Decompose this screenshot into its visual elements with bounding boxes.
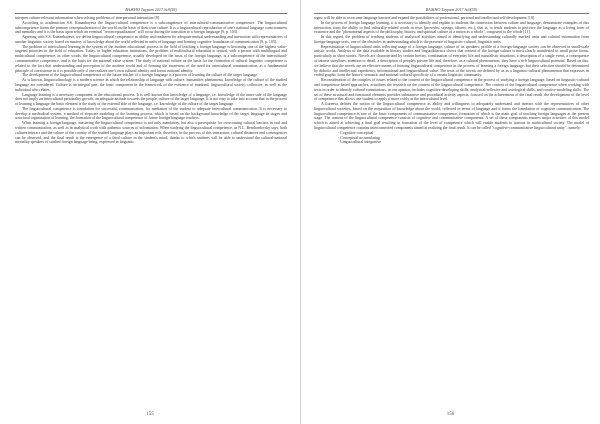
list-item: - Conceptual accumulating: [338, 135, 380, 140]
paragraph: In this regard, the problem of teaching students of analytical activities aimed at identifying and understanding culturally marked units and cultural information from foreign-language texts, one of the obstacles in understanding which is the presence of linguistic-cultural, linguistic units.: [314, 35, 589, 44]
running-header: ВАЖНО Таурат 2017 №9(59): [15, 7, 287, 14]
page-body: [15, 16, 287, 401]
paragraph: Representation of linguocultural units reflecting usage of a foreign language, culture of its speakers; profile of a foreign-language society can be observed in small-scale artistic works. Analysis of the data available in literary studies and linguodidactics shows that content of the foreign culture is most clearly manifested in small prose forms, particularly in short stories. Novels are characterized by certain brevity, combination of everyday life and naturalistic situations, a description of a single event, a consequence of intense storylines, attention to detail, a description of people's private life and, therefore, as a cultural phenomenon, they have a rich linguocultural potential. Based on this, we believe that the novels are an effective means of forming linguocultural competence in the process of learning a foreign language, but their selection should be determined by didactic and intellectual expediency, informational and linguocultural value. The texts of the novels are defined by us as a linguistic-cultural phenomenon that expresses in verbal graphic form the historic-semantic and national-cultural specificity of a certain linguistic community.: [314, 44, 589, 78]
list-item: - Linguocultural integrative: [338, 140, 381, 145]
paragraph: Reconsideration of the complex of issues related to the content of the linguocultural competence in the process of studying a foreign language, based on linguistic-cultural and competence-based approaches, actualizes the research on the content of the linguocultural competence. The content of the linguocultural competence when working with texts in order to identify cultural connotations, in our opinion, includes cognitive-developing skills, analytical-reflexive and axiological skills, and creative-modeling skills. The set of these structural and functional elements provides substantive and procedural activity aspects, focused on the achievement of the final result: the development of the level of competence that allows one student to apply it more richly at the intercultural level.: [314, 78, 589, 102]
page-number: 155: [146, 412, 154, 417]
list-item: - Cognitive conceptual: [338, 130, 374, 135]
paragraph: Language learning is a necessary component in the educational process. It is well known that knowledge of a language, i.e. knowledge of the inner side of the language does not imply an intercultural personality growth, an adequate attitude towards the people, culture of the target language. It is not easy to take into account that in the process of learning a language the basic element is the study of the external side of the language, i.e. knowledge of the culture of the target language.: [15, 92, 287, 107]
paragraph: Agreeing with S.S. Kunanbayeva, we define linguocultural competence as ability and readiness for adequate mutual understanding and interaction with representatives of another linguistic society based on mastery of knowledge about the world reflected in units of language and forming cognitive foundation of communication [9, p. 103].: [15, 35, 287, 44]
paragraph: When learning a foreign language, mastering the linguocultural competence is not only mandatory, but also a prerequisite for overcoming cultural barriers in oral and written communication, as well as in analytical work with authentic sources of information. When studying the linguocultural competence, as N.L. Bernhardovsky says, both cultures interact and the culture of the country of the studied language plays an important role, therefore, in the process of this interaction, cultural distances and convergences can be observed, and the final result is the emergence of a third culture in the student's mind, thanks to which students will be able to understand the cultural-national mentality speakers of studied foreign language being, expressed in linguistic: [15, 121, 287, 145]
paragraph: According to academician S.S. Kunanbayeva the linguo-cultural competence is a subcompetence of intercultural-communicative competence. The linguocultural subcompetence forms the primary conceptualization of the world on the basis of their own culture. It is a linguocultural reproduction of one's national language consciousness and mentality and it is the basis upon which an eventual "reconceptualization" will occur during the transition to a foreign language [9, p. 103].: [15, 20, 287, 35]
right-page: [300, 0, 600, 424]
paragraph: The development of the linguocultural competence of the future teacher of a foreign language is a process of learning the culture of the target language.: [22, 73, 258, 78]
page-number: 156: [446, 412, 455, 417]
paragraph: The problem of intercultural learning in the system of the modern educational process in the field of teaching a foreign language is becoming one of the highest value-targeted priorities in the field of education. Today, in higher education institutions, the problem of multicultural education is central, with a person with multilingual and multicultural competence, in other words, the linguocultural competence, usually developed on the basis of the foreign language, is a subcompetence of the intercultural-communicative competence, and is the basis for the national value system. The study of national culture as the basis for the formation of cultural linguistic competence is related to the fact that understanding and perception of the modern world and of forming the awareness of the need for intercultural communication, as a fundamental principle of coexistence in it is possible only if one realizes one's own cultural identity and forms national identity.: [15, 44, 287, 73]
running-header: ВАЖНО Таурат 2017 №9(59): [314, 7, 589, 14]
paragraph: As is known, linguoculturology is a modern science in which the relationship of language with culture, humanities phenomena, knowledge of the culture of the studied language are considered. Culture is an integral part, the basic component in the framework of the existence of mankind, linguocultural society, collective, as well as the individual who relates.: [15, 78, 287, 92]
bullet-list: [314, 131, 589, 145]
paragraph: In the process of foreign language learning, it is necessary to identify and explain to students the connection between culture and language, demonstrate examples of this interaction, form the ability to find culturally-related words in texts (proverbs, sayings, idioms, etc.), that is, to teach students to perceive the language as a living form of existence and the "phenomenal aspects of the philosophy, history, and spiritual culture of a nation as a whole", congruent to the whole [11].: [314, 20, 589, 35]
page-body: [314, 16, 589, 401]
paragraph: signs; will be able to overcome language barriers and expand the possibilities of professional, personal and intellectual self-development [10].: [314, 16, 536, 20]
paragraph: A.Gureeva defines the notion of the linguocultural competence as ability and willingness to adequately understand and interact with the representatives of other linguocultural societies, based on the acquisition of knowledge about the world, reflected in terms of language and it forms the foundation of cognitive communication. The linguocultural competence is one of the basic components of communicative competence, formation of which is the main goal of teaching foreign languages at the present stage. The content of the linguocultural competence consists of cognitive and communicative components. A set of these components ensures major activities of this model which is aimed at achieving a final goal resulting in formation of the level of competence which will enable students to interact in multicultural society. The model of linguocultural competence contains interconnected components aimed at realizing the final result. It can be called "cognitive-communicative linguocultural unity", namely:: [314, 102, 589, 130]
paragraph: interpret culture-relevant information when solving problems of interpersonal interaction [8].: [15, 16, 160, 20]
paragraph: The linguocultural competence is foundation for successful communication, for mediation of the student to adequate intercultural communication. It is necessary to develop a methodical system, a method of stepwise modeling of the learning process, which is based on the background knowledge of the target language in stages and structural organization of learning, the formation of the linguocultural competence of future foreign language teachers.: [15, 106, 287, 121]
